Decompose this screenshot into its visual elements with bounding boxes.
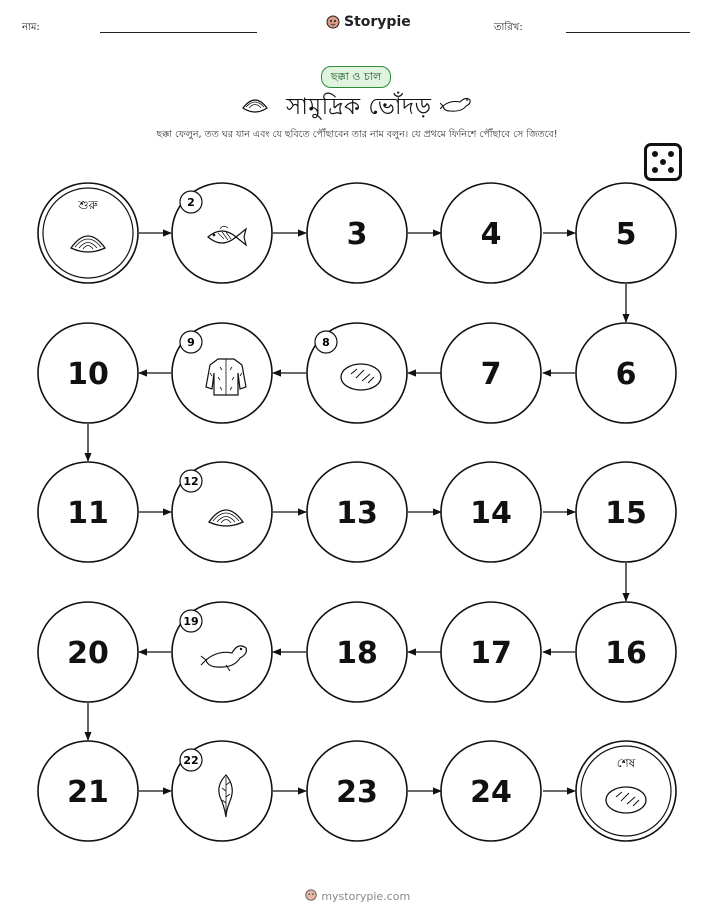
brand-name: Storypie: [344, 14, 411, 30]
space-number: 14: [470, 496, 512, 531]
space-number-badge: 19: [183, 615, 199, 628]
space-number: 5: [615, 217, 637, 252]
board-space: [38, 462, 138, 562]
space-number: 13: [336, 496, 378, 531]
board-space: [172, 602, 272, 702]
space-number: 17: [470, 636, 512, 671]
board-space: [38, 323, 138, 423]
footer: [0, 888, 714, 903]
board-space: [172, 462, 272, 562]
board-space: [441, 741, 541, 841]
board-space: [172, 183, 272, 283]
space-number: 4: [480, 217, 502, 252]
space-number: 11: [67, 496, 109, 531]
space-number: 20: [67, 636, 109, 671]
space-number: 23: [336, 775, 378, 810]
end-space: [576, 741, 676, 841]
board-space: [441, 462, 541, 562]
game-type-badge: ছক্কা ও চাল: [321, 66, 391, 88]
board-space: [307, 602, 407, 702]
space-number: 3: [346, 217, 368, 252]
instructions-text: ছক্কা ফেলুন, তত ঘর যান এবং যে ছবিতে পৌঁছাবেন তার নাম বলুন। যে প্রথমে ফিনিশে পৌঁছাবে সে জিতবে!: [156, 129, 558, 140]
space-number: 18: [336, 636, 378, 671]
space-number: 15: [605, 496, 647, 531]
board-space: [441, 183, 541, 283]
space-number-badge: 8: [322, 336, 330, 349]
space-number-badge: 12: [183, 475, 199, 488]
space-number: 21: [67, 775, 109, 810]
space-number-badge: 9: [187, 336, 195, 349]
board-space: [441, 323, 541, 423]
bread-icon: [341, 364, 381, 390]
footer-url: mystorypie.com: [321, 890, 411, 903]
end-label: শেষ: [616, 756, 636, 770]
space-number: 6: [615, 357, 637, 392]
space-number: 24: [470, 775, 512, 810]
board-space: [441, 602, 541, 702]
fur-coat-icon: [206, 359, 246, 395]
start-space: [38, 183, 138, 283]
board-space: [307, 183, 407, 283]
board-space: [38, 741, 138, 841]
board-space: [576, 462, 676, 562]
space-number: 10: [67, 357, 109, 392]
space-number-badge: 2: [187, 196, 195, 209]
board-space: [307, 462, 407, 562]
board-space: [576, 323, 676, 423]
board-space: [38, 602, 138, 702]
name-label: নাম:: [22, 22, 40, 33]
board-space: [172, 741, 272, 841]
space-number: 7: [480, 357, 502, 392]
board-space: [307, 323, 407, 423]
board-space: [172, 323, 272, 423]
board-space: [576, 183, 676, 283]
storypie-mascot-icon: [304, 888, 318, 902]
board-space: [307, 741, 407, 841]
page-title: সামুদ্রিক ভোঁদড়: [286, 94, 432, 120]
board-space: [576, 602, 676, 702]
space-number: 16: [605, 636, 647, 671]
space-number-badge: 22: [183, 754, 199, 767]
bread-icon: [606, 787, 646, 813]
date-label: তারিখ:: [494, 22, 523, 33]
start-label: শুরু: [78, 198, 98, 212]
